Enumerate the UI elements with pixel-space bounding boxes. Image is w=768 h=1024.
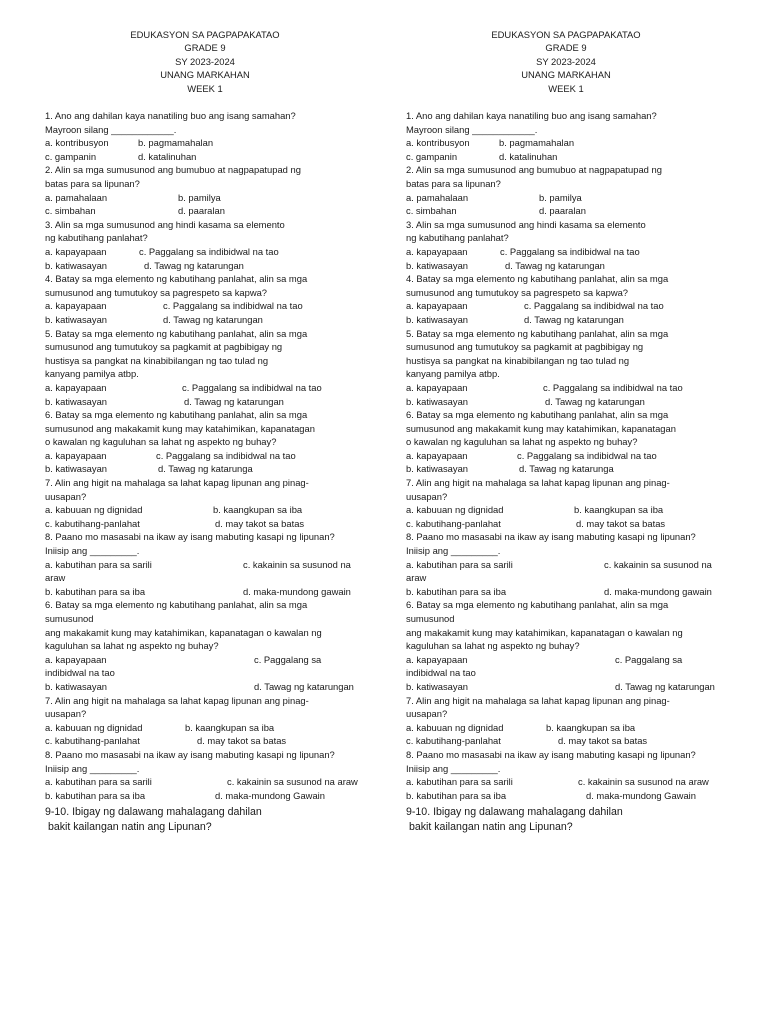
worksheet-header [406, 28, 726, 95]
question-8-repeat: 8. Paano mo masasabi na ikaw ay isang mabuting kasapi ng lipunan? Iniisip ang _________. a. kabutihan para sa sarili c. kakainin sa susunod na araw b. kabutihan para sa iba d. maka-mundong Gawain [406, 748, 709, 801]
option-a: a. kapayapaan [406, 449, 468, 461]
option-c: c. kakainin sa susunod na araw [578, 776, 709, 788]
option-d: d. may takot sa batas [197, 735, 287, 747]
question-3: 3. Alin sa mga sumusunod ang hindi kasama sa elemento ng kabutihang panlahat? a. kapayapaan c. Paggalang sa indibidwal na tao b. katiwasayan d. Tawag ng katarungan [406, 218, 646, 271]
option-d: d. maka-mundong gawain [604, 585, 712, 597]
option-d: d. katalinuhan [138, 150, 197, 162]
week-label: WEEK 1 [548, 82, 584, 94]
option-c: c. Paggalang sa indibidwal na tao [500, 245, 640, 257]
question-2: 2. Alin sa mga sumusunod ang bumubuo at nagpapatupad ng batas para sa lipunan? a. pamahalaan b. pamilya c. simbahan d. paaralan [45, 164, 301, 217]
option-b: b. pamilya [178, 191, 221, 203]
option-a: a. kapayapaan [406, 653, 468, 665]
option-b: b. pagmamahalan [138, 137, 214, 149]
option-c: c. Paggalang sa indibidwal na tao [524, 300, 664, 312]
option-d: d. Tawag ng katarungan [254, 680, 354, 692]
option-c: c. Paggalang sa indibidwal na tao [543, 381, 683, 393]
option-c: c. kabutihang-panlahat [45, 735, 140, 747]
quarter-label: UNANG MARKAHAN [160, 69, 250, 81]
option-c: c. gampanin [45, 150, 97, 162]
option-a: a. kapayapaan [45, 449, 107, 461]
option-d: d. maka-mundong Gawain [586, 789, 696, 801]
option-a: a. kapayapaan [406, 245, 468, 257]
option-c: c. kabutihang-panlahat [406, 517, 501, 529]
option-c: c. Paggalang sa indibidwal na tao [163, 300, 303, 312]
option-a: a. kabuuan ng dignidad [45, 504, 143, 516]
option-c: c. gampanin [406, 150, 458, 162]
question-4: 4. Batay sa mga elemento ng kabutihang panlahat, alin sa mga sumusunod ang tumutukoy sa pagrespeto sa kapwa? a. kapayapaan c. Paggalang sa indibidwal na tao b. katiwasayan d. Tawag ng katarungan [406, 273, 669, 325]
option-a: a. kapayapaan [406, 381, 468, 393]
worksheet-right [406, 28, 726, 835]
option-b: b. kabutihan para sa iba [45, 585, 146, 597]
option-a: a. pamahalaan [45, 191, 108, 203]
option-d: d. Tawag ng katarunga [519, 463, 614, 475]
option-b: b. kaangkupan sa iba [546, 721, 636, 733]
option-a: a. kapayapaan [45, 653, 107, 665]
worksheet-left [45, 28, 365, 835]
option-b: b. katiwasayan [406, 259, 469, 271]
option-b: b. katiwasayan [406, 395, 469, 407]
option-a: a. kapayapaan [45, 300, 107, 312]
option-b: b. katiwasayan [45, 680, 108, 692]
option-b: b. katiwasayan [406, 680, 469, 692]
question-7-repeat: 7. Alin ang higit na mahalaga sa lahat kapag lipunan ang pinag- uusapan? a. kabuuan ng dignidad b. kaangkupan sa iba c. kabutihang-panlahat d. may takot sa batas [45, 694, 309, 747]
subject-title: EDUKASYON SA PAGPAPAKATAO [491, 29, 641, 40]
option-a: a. kabuuan ng dignidad [406, 721, 504, 733]
option-b: b. katiwasayan [406, 313, 469, 325]
option-a: a. kontribusyon [45, 137, 109, 149]
question-6: 6. Batay sa mga elemento ng kabutihang panlahat, alin sa mga sumusunod ang makakamit kung may katahimikan, kapanatagan o kawalan ng kaguluhan sa lahat ng aspekto ng buhay? a. kapayapaan c. Paggalang sa indibidwal na tao b. katiwasayan d. Tawag ng katarunga [406, 409, 676, 475]
option-b: b. kabutihan para sa iba [406, 585, 507, 597]
question-9-10: 9-10. Ibigay ng dalawang mahalagang dahilan bakit kailangan natin ang Lipunan? [406, 806, 623, 834]
question-9-10: 9-10. Ibigay ng dalawang mahalagang dahilan bakit kailangan natin ang Lipunan? [45, 806, 262, 834]
option-a: a. kapayapaan [45, 245, 107, 257]
question-1: 1. Ano ang dahilan kaya nanatiling buo ang isang samahan? Mayroon silang ____________. a. kontribusyon b. pagmamahalan c. gampanin d. katalinuhan [45, 110, 296, 162]
option-d: d. Tawag ng katarungan [144, 259, 244, 271]
option-c: c. kabutihang-panlahat [406, 735, 501, 747]
question-6: 6. Batay sa mga elemento ng kabutihang panlahat, alin sa mga sumusunod ang makakamit kung may katahimikan, kapanatagan o kawalan ng kaguluhan sa lahat ng aspekto ng buhay? a. kapayapaan c. Paggalang sa indibidwal na tao b. katiwasayan d. Tawag ng katarunga [45, 409, 315, 475]
option-c-wrap: araw [406, 572, 427, 584]
question-6-repeat: 6. Batay sa mga elemento ng kabutihang panlahat, alin sa mga sumusunod ang makakamit kung may katahimikan, kapanatagan o kawalan ng kaguluhan sa lahat ng aspekto ng buhay? a. kapayapaan c. Paggalang sa indibidwal na tao b. katiwasayan d. Tawag ng katarungan [45, 598, 365, 693]
option-c-wrap: indibidwal na tao [45, 667, 115, 679]
option-b: b. kaangkupan sa iba [185, 721, 275, 733]
question-4: 4. Batay sa mga elemento ng kabutihang panlahat, alin sa mga sumusunod ang tumutukoy sa pagrespeto sa kapwa? a. kapayapaan c. Paggalang sa indibidwal na tao b. katiwasayan d. Tawag ng katarungan [45, 273, 308, 325]
question-7-repeat: 7. Alin ang higit na mahalaga sa lahat kapag lipunan ang pinag- uusapan? a. kabuuan ng dignidad b. kaangkupan sa iba c. kabutihang-panlahat d. may takot sa batas [406, 694, 670, 747]
option-a: a. pamahalaan [406, 191, 469, 203]
option-c: c. kakainin sa susunod na [604, 558, 712, 570]
option-b: b. pagmamahalan [499, 137, 575, 149]
option-c: c. Paggalang sa [615, 653, 683, 665]
school-year: SY 2023-2024 [175, 55, 235, 67]
option-b: b. kaangkupan sa iba [574, 504, 664, 516]
option-c: c. Paggalang sa indibidwal na tao [517, 449, 657, 461]
question-7: 7. Alin ang higit na mahalaga sa lahat kapag lipunan ang pinag- uusapan? a. kabuuan ng dignidad b. kaangkupan sa iba c. kabutihang-panlahat d. may takot sa batas [45, 477, 309, 529]
option-a: a. kapayapaan [45, 381, 107, 393]
question-8-repeat: 8. Paano mo masasabi na ikaw ay isang mabuting kasapi ng lipunan? Iniisip ang _________. a. kabutihan para sa sarili c. kakainin sa susunod na araw b. kabutihan para sa iba d. maka-mundong Gawain [45, 748, 358, 801]
option-d: d. Tawag ng katarungan [505, 259, 605, 271]
option-c: c. Paggalang sa indibidwal na tao [139, 245, 279, 257]
question-6-repeat: 6. Batay sa mga elemento ng kabutihang panlahat, alin sa mga sumusunod ang makakamit kung may katahimikan, kapanatagan o kawalan ng kaguluhan sa lahat ng aspekto ng buhay? a. kapayapaan c. Paggalang sa indibidwal na tao b. katiwasayan d. Tawag ng katarungan [406, 598, 726, 693]
week-label: WEEK 1 [187, 82, 223, 94]
option-d: d. may takot sa batas [215, 517, 305, 529]
question-1: 1. Ano ang dahilan kaya nanatiling buo ang isang samahan? Mayroon silang ____________. a. kontribusyon b. pagmamahalan c. gampanin d. katalinuhan [406, 110, 657, 162]
option-d: d. Tawag ng katarungan [184, 395, 284, 407]
question-5: 5. Batay sa mga elemento ng kabutihang panlahat, alin sa mga sumusunod ang tumutukoy sa pagkamit at pagbibigay ng hustisya sa pangkat na kinabibilangan ng tao tulad ng kanyang pamilya atbp. a. kapayapaan c. Paggalang sa indibidwal na tao b. katiwasayan d. Tawag ng katarungan [406, 327, 683, 407]
question-3: 3. Alin sa mga sumusunod ang hindi kasama sa elemento ng kabutihang panlahat? a. kapayapaan c. Paggalang sa indibidwal na tao b. katiwasayan d. Tawag ng katarungan [45, 218, 285, 271]
option-d: d. katalinuhan [499, 150, 558, 162]
option-b: b. katiwasayan [45, 313, 108, 325]
option-b: b. kabutihan para sa iba [45, 789, 146, 801]
option-d: d. maka-mundong gawain [243, 585, 351, 597]
question-8: 8. Paano mo masasabi na ikaw ay isang mabuting kasapi ng lipunan? Iniisip ang _________. a. kabutihan para sa sarili c. kakainin sa susunod na araw b. kabutihan para sa iba d. maka-mundong gawain [406, 530, 726, 598]
option-a: a. kabutihan para sa sarili [406, 776, 513, 788]
option-d: d. Tawag ng katarungan [615, 680, 715, 692]
question-7: 7. Alin ang higit na mahalaga sa lahat kapag lipunan ang pinag- uusapan? a. kabuuan ng dignidad b. kaangkupan sa iba c. kabutihang-panlahat d. may takot sa batas [406, 477, 670, 529]
worksheet-header [45, 28, 365, 95]
option-c: c. simbahan [45, 205, 96, 217]
option-d: d. Tawag ng katarungan [163, 313, 263, 325]
option-d: d. may takot sa batas [558, 735, 648, 747]
quarter-label: UNANG MARKAHAN [521, 69, 611, 81]
option-d: d. Tawag ng katarungan [545, 395, 645, 407]
school-year: SY 2023-2024 [536, 55, 596, 67]
option-d: d. may takot sa batas [576, 517, 666, 529]
option-a: a. kabutihan para sa sarili [45, 776, 152, 788]
option-c: c. simbahan [406, 205, 457, 217]
option-a: a. kontribusyon [406, 137, 470, 149]
option-c-wrap: indibidwal na tao [406, 667, 476, 679]
option-c: c. Paggalang sa [254, 653, 322, 665]
subject-title: EDUKASYON SA PAGPAPAKATAO [130, 29, 280, 40]
option-b: b. kabutihan para sa iba [406, 789, 507, 801]
option-b: b. kaangkupan sa iba [213, 504, 303, 516]
option-b: b. pamilya [539, 191, 582, 203]
question-8: 8. Paano mo masasabi na ikaw ay isang mabuting kasapi ng lipunan? Iniisip ang _________. a. kabutihan para sa sarili c. kakainin sa susunod na araw b. kabutihan para sa iba d. maka-mundong gawain [45, 530, 365, 598]
option-c: c. Paggalang sa indibidwal na tao [182, 381, 322, 393]
option-c: c. kabutihang-panlahat [45, 517, 140, 529]
grade-label: GRADE 9 [184, 42, 226, 54]
question-5: 5. Batay sa mga elemento ng kabutihang panlahat, alin sa mga sumusunod ang tumutukoy sa pagkamit at pagbibigay ng hustisya sa pangkat na kinabibilangan ng tao tulad ng kanyang pamilya atbp. a. kapayapaan c. Paggalang sa indibidwal na tao b. katiwasayan d. Tawag ng katarungan [45, 327, 322, 407]
option-b: b. katiwasayan [45, 259, 108, 271]
option-d: d. Tawag ng katarunga [158, 463, 253, 475]
option-c: c. kakainin sa susunod na araw [227, 776, 358, 788]
option-b: b. katiwasayan [45, 395, 108, 407]
option-c: c. kakainin sa susunod na [243, 558, 351, 570]
option-a: a. kabuuan ng dignidad [45, 721, 143, 733]
option-a: a. kabutihan para sa sarili [406, 558, 513, 570]
grade-label: GRADE 9 [545, 42, 587, 54]
option-c: c. Paggalang sa indibidwal na tao [156, 449, 296, 461]
option-a: a. kabutihan para sa sarili [45, 558, 152, 570]
option-d: d. paaralan [539, 205, 586, 217]
option-a: a. kabuuan ng dignidad [406, 504, 504, 516]
option-c-wrap: araw [45, 572, 66, 584]
question-2: 2. Alin sa mga sumusunod ang bumubuo at nagpapatupad ng batas para sa lipunan? a. pamahalaan b. pamilya c. simbahan d. paaralan [406, 164, 662, 217]
option-b: b. katiwasayan [406, 463, 469, 475]
option-a: a. kapayapaan [406, 300, 468, 312]
option-b: b. katiwasayan [45, 463, 108, 475]
option-d: d. maka-mundong Gawain [215, 789, 325, 801]
option-d: d. Tawag ng katarungan [524, 313, 624, 325]
option-d: d. paaralan [178, 205, 225, 217]
